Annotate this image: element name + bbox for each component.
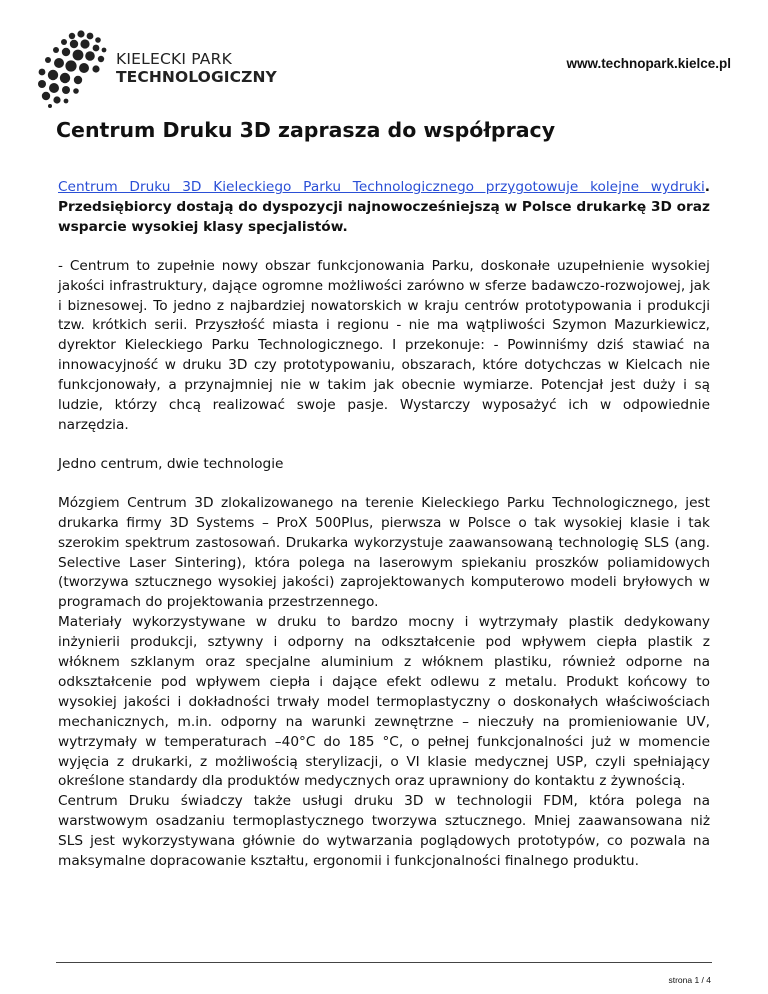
logo-line2: TECHNOLOGICZNY <box>116 68 277 86</box>
page-header <box>0 0 768 110</box>
kielecki-park-logo-icon <box>34 28 114 108</box>
paragraph-4: Centrum Druku świadczy także usługi druku 3D w technologii FDM, która polega na warstwowym osadzaniu termoplastycznego tworzywa sztucznego. Mniej zaawansowana niż SLS jest wykorzystywana głównie do wytwarzania poglądowych prototypów, co pozwala na maksymalne dopracowanie kształtu, ergonomii i funkcjonalności finalnego produktu. <box>58 793 710 870</box>
paragraph-1: - Centrum to zupełnie nowy obszar funkcjonowania Parku, doskonałe uzupełnienie wysokiej jakości infrastruktury, dające ogromne możliwości zarówno w sferze badawczo-rozwojowej, jak i biznesowej. To jedno z najbardziej nowatorskich w kraju centrów prototypowania i produkcji tzw. krótkich serii. Przyszłość miasta i regionu - nie ma wątpliwości Szymon Mazurkiewicz, dyrektor Kieleckiego Parku Technologicznego. I przekonuje: - Powinniśmy dziś stawiać na innowacyjność w druku 3D czy prototypowaniu, obszarach, które dotychczas w Kielcach nie funkcjonowały, a przynajmniej nie w takim jak obecnie wymiarze. Potencjał jest duży i są ludzie, którzy chcą realizować swoje pasje. Wystarczy wyposażyć ich w odpowiednie narzędzia. <box>58 257 710 433</box>
article-body <box>58 178 710 872</box>
page-title: Centrum Druku 3D zaprasza do współpracy <box>56 118 556 142</box>
footer-divider <box>56 962 712 963</box>
lead-paragraph <box>58 178 710 238</box>
lead-link[interactable]: Centrum Druku 3D Kieleckiego Parku Technologicznego przygotowuje kolejne wydruki <box>58 179 705 195</box>
paragraph-2: Mózgiem Centrum 3D zlokalizowanego na terenie Kieleckiego Parku Technologicznego, jest drukarka firmy 3D Systems – ProX 500Plus, pierwsza w Polsce o tak wysokiej klasie i tak szerokim spektrum zastosowań. Drukarka wykorzystuje zaawansowaną technologię SLS (ang. Selective Laser Sintering), która polega na laserowym spiekaniu proszków poliamidowych (tworzywa sztucznego wysokiej jakości) zaprojektowanych komputerowo modeli bryłowych w programach do projektowania przestrzennego. <box>58 494 710 611</box>
paragraph-3: Materiały wykorzystywane w druku to bardzo mocny i wytrzymały plastik dedykowany inżynierii produkcji, sztywny i odporny na odkształcenie pod wpływem ciepła plastik z włóknem szklanym oraz specjalne aluminium z włóknem plastiku, również odporne na odkształcenie pod wpływem ciepła i dające efekt odlewu z metalu. Produkt końcowy to wysokiej jakości i dokładności trwały model termoplastyczny o doskonałych właściwościach mechanicznych, m.in. odporny na warunki zewnętrzne – nieczuły na promieniowanie UV, wytrzymały w temperaturach –40°C do 185 °C, o pełnej funkcjonalności już w momencie wyjęcia z drukarki, z możliwością sterylizacji, o VI klasie medycznej USP, czyli spełniający określone standardy dla produktów medycznych oraz uprawniony do kontaktu z żywnością. <box>58 614 710 790</box>
site-url: www.technopark.kielce.pl <box>566 56 731 71</box>
page-number: strona 1 / 4 <box>668 975 711 985</box>
logo-text <box>116 50 277 86</box>
logo-line1: KIELECKI PARK <box>116 50 232 68</box>
lead-bold-text: . Przedsiębiorcy dostają do dyspozycji najnowocześniejszą w Polsce drukarkę 3D oraz wsparcie wysokiej klasy specjalistów. <box>58 179 710 235</box>
subheading: Jedno centrum, dwie technologie <box>58 455 284 472</box>
logo <box>34 28 277 108</box>
